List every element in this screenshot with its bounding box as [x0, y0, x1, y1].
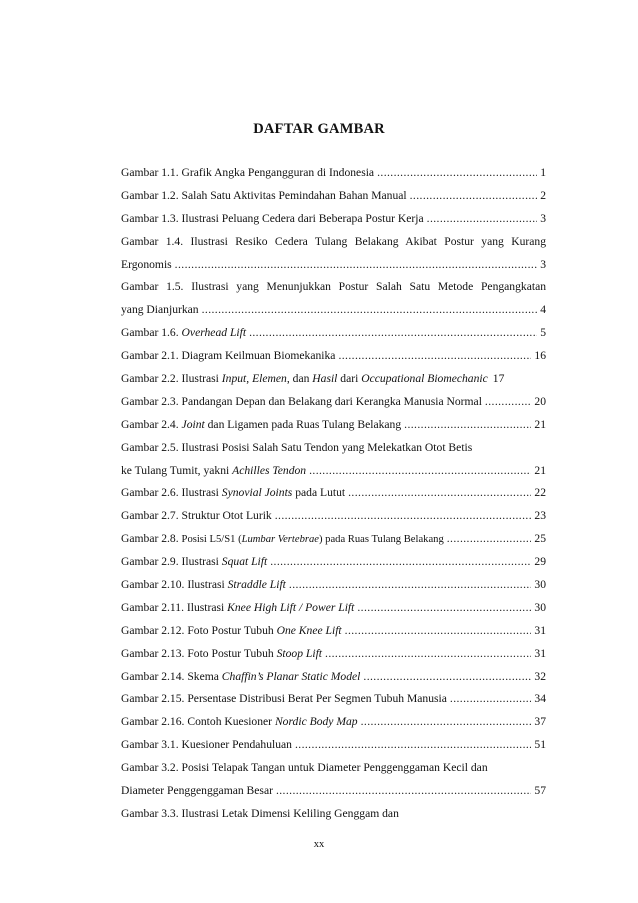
- page-ref: 51: [534, 738, 546, 752]
- page-ref: 34: [534, 692, 546, 706]
- toc-entry[interactable]: Gambar 1.4. Ilustrasi Resiko Cedera Tulang Belakang Akibat Postur yang Kurang: [121, 234, 546, 248]
- toc-entry-continuation[interactable]: ke Tulang Tumit, yakni Achilles Tendon ..... 21: [121, 460, 546, 483]
- page-ref: 57: [534, 784, 546, 798]
- page-ref: 32: [534, 669, 546, 683]
- page-ref: 3: [540, 211, 546, 225]
- toc-entry[interactable]: Gambar 2.13. Foto Postur Tubuh Stoop Lift ..... 31: [121, 643, 546, 666]
- page-ref: 22: [534, 486, 546, 500]
- dot-leader: [427, 208, 538, 231]
- toc-entry[interactable]: Gambar 3.2. Posisi Telapak Tangan untuk Diameter Penggenggaman Kecil dan: [121, 761, 488, 775]
- dot-leader: [404, 414, 531, 437]
- dot-leader: [325, 643, 531, 666]
- toc-entry[interactable]: Gambar 2.6. Ilustrasi Synovial Joints pada Lutut ..... 22: [121, 482, 546, 505]
- dot-leader: [249, 322, 537, 345]
- toc-entry-continuation[interactable]: Diameter Penggenggaman Besar ..... 57: [121, 780, 546, 803]
- toc-entry[interactable]: Gambar 1.5. Ilustrasi yang Menunjukkan Postur Salah Satu Metode Pengangkatan: [121, 280, 546, 294]
- dot-leader: [202, 299, 538, 322]
- dot-leader: [309, 460, 531, 483]
- toc-entry[interactable]: Gambar 2.3. Pandangan Depan dan Belakang dari Kerangka Manusia Normal ..... 20: [121, 391, 546, 414]
- toc-entry[interactable]: Gambar 1.3. Ilustrasi Peluang Cedera dari Beberapa Postur Kerja ..... 3: [121, 208, 546, 231]
- dot-leader: [450, 688, 532, 711]
- page-ref: 25: [534, 532, 546, 546]
- page-title: DAFTAR GAMBAR: [253, 121, 385, 137]
- page-ref: 4: [540, 303, 546, 317]
- dot-leader: [345, 620, 532, 643]
- toc-entry[interactable]: Gambar 2.8. Posisi L5/S1 (Lumbar Vertebrae) pada Ruas Tulang Belakang ..... 25: [121, 528, 546, 551]
- page-ref: 2: [540, 188, 546, 202]
- dot-leader: [485, 391, 531, 414]
- toc-entry[interactable]: Gambar 2.12. Foto Postur Tubuh One Knee Lift ..... 31: [121, 620, 546, 643]
- page-ref: 21: [534, 417, 546, 431]
- toc-entry[interactable]: Gambar 2.15. Persentase Distribusi Berat Per Segmen Tubuh Manusia ..... 34: [121, 688, 546, 711]
- toc-entry[interactable]: Gambar 1.6. Overhead Lift ..... 5: [121, 322, 546, 345]
- toc-entry[interactable]: Gambar 2.10. Ilustrasi Straddle Lift ..... 30: [121, 574, 546, 597]
- toc-entry[interactable]: Gambar 2.1. Diagram Keilmuan Biomekanika ..... 16: [121, 345, 546, 368]
- page-ref: 31: [534, 646, 546, 660]
- toc-entry-continuation[interactable]: Ergonomis ..... 3: [121, 254, 546, 277]
- dot-leader: [361, 711, 532, 734]
- dot-leader: [447, 528, 532, 551]
- dot-leader: [338, 345, 531, 368]
- dot-leader: [357, 597, 531, 620]
- page-ref: 37: [534, 715, 546, 729]
- dot-leader: [295, 734, 531, 757]
- toc-entry-continuation[interactable]: yang Dianjurkan ..... 4: [121, 299, 546, 322]
- toc-entry[interactable]: Gambar 2.5. Ilustrasi Posisi Salah Satu Tendon yang Melekatkan Otot Betis: [121, 440, 473, 454]
- toc-entry[interactable]: Gambar 2.2. Ilustrasi Input, Elemen, dan Hasil dari Occupational Biomechanic 17: [121, 368, 546, 391]
- dot-leader: [363, 666, 531, 689]
- dot-leader: [377, 162, 537, 185]
- toc-entry[interactable]: Gambar 2.9. Ilustrasi Squat Lift ..... 29: [121, 551, 546, 574]
- page-ref: 20: [534, 394, 546, 408]
- page-ref: 23: [534, 509, 546, 523]
- toc-entry[interactable]: Gambar 1.1. Grafik Angka Pengangguran di Indonesia ..... 1: [121, 162, 546, 185]
- toc-entry[interactable]: Gambar 3.3. Ilustrasi Letak Dimensi Keliling Genggam dan: [121, 806, 399, 820]
- page-ref: 30: [534, 578, 546, 592]
- page-ref: 5: [540, 326, 546, 340]
- page-ref: 21: [534, 463, 546, 477]
- list-of-figures: [121, 162, 546, 826]
- dot-leader: [276, 780, 531, 803]
- page-number: xx: [313, 839, 325, 850]
- dot-leader: [410, 185, 538, 208]
- page-ref: 30: [534, 600, 546, 614]
- page-ref: 16: [534, 349, 546, 363]
- page-ref: 31: [534, 623, 546, 637]
- page-ref: 1: [540, 166, 546, 179]
- page-ref: 29: [534, 555, 546, 569]
- dot-leader: [270, 551, 531, 574]
- dot-leader: [275, 505, 532, 528]
- toc-entry[interactable]: Gambar 2.14. Skema Chaffin’s Planar Static Model ..... 32: [121, 666, 546, 689]
- toc-entry[interactable]: Gambar 2.4. Joint dan Ligamen pada Ruas Tulang Belakang ..... 21: [121, 414, 546, 437]
- toc-entry[interactable]: Gambar 3.1. Kuesioner Pendahuluan ..... 51: [121, 734, 546, 757]
- toc-entry[interactable]: Gambar 2.16. Contoh Kuesioner Nordic Body Map ..... 37: [121, 711, 546, 734]
- toc-entry[interactable]: Gambar 2.11. Ilustrasi Knee High Lift / Power Lift ..... 30: [121, 597, 546, 620]
- page-ref: 3: [540, 257, 546, 271]
- dot-leader: [289, 574, 532, 597]
- page-ref: 17: [492, 372, 505, 386]
- dot-leader: [175, 254, 538, 277]
- dot-leader: [348, 482, 531, 505]
- toc-entry[interactable]: Gambar 2.7. Struktur Otot Lurik ..... 23: [121, 505, 546, 528]
- toc-entry[interactable]: Gambar 1.2. Salah Satu Aktivitas Pemindahan Bahan Manual ..... 2: [121, 185, 546, 208]
